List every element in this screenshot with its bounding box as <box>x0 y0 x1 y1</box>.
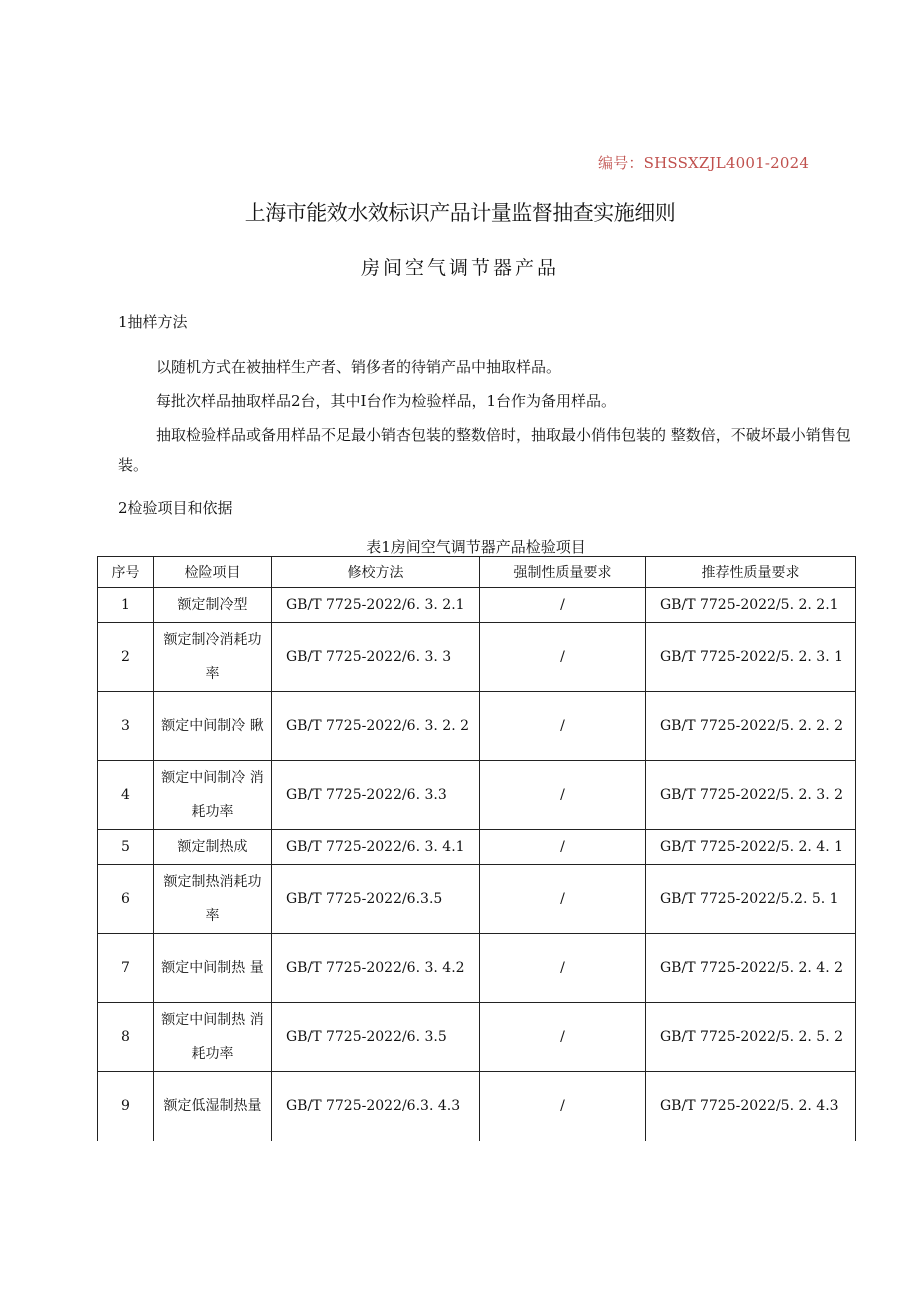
table-row <box>98 588 856 623</box>
column-header: 强制性质量要求 <box>480 557 646 588</box>
table-row <box>98 1072 856 1141</box>
row-number: 2 <box>98 623 154 692</box>
column-header: 修校方法 <box>272 557 480 588</box>
recommended-requirement: GB/T 7725-2022/5.2. 5. 1 <box>646 865 856 934</box>
table-row <box>98 692 856 761</box>
inspection-items-table <box>97 556 856 1141</box>
recommended-requirement: GB/T 7725-2022/5. 2. 4.3 <box>646 1072 856 1141</box>
row-number: 9 <box>98 1072 154 1141</box>
recommended-requirement: GB/T 7725-2022/5. 2. 4. 1 <box>646 830 856 865</box>
inspection-item: 额定低湿制热量 <box>154 1072 272 1141</box>
mandatory-requirement: / <box>480 761 646 830</box>
test-method: GB/T 7725-2022/6. 3. 4.1 <box>272 830 480 865</box>
recommended-requirement: GB/T 7725-2022/5. 2. 5. 2 <box>646 1003 856 1072</box>
mandatory-requirement: / <box>480 934 646 1003</box>
test-method: GB/T 7725-2022/6.3.5 <box>272 865 480 934</box>
test-method: GB/T 7725-2022/6. 3. 2. 2 <box>272 692 480 761</box>
inspection-item: 额定中间制热 量 <box>154 934 272 1003</box>
table-row <box>98 934 856 1003</box>
document-subtitle: 房间空气调节器产品 <box>360 257 559 279</box>
mandatory-requirement: / <box>480 1072 646 1141</box>
row-number: 7 <box>98 934 154 1003</box>
inspection-item: 额定中间制热 消耗功率 <box>154 1003 272 1072</box>
paragraph-3: 抽取检验样品或备用样品不足最小销杏包装的整数倍时，抽取最小俏伟包装的 整数倍，不破坏最小销售包装。 <box>118 426 851 474</box>
table-row <box>98 865 856 934</box>
row-number: 5 <box>98 830 154 865</box>
test-method: GB/T 7725-2022/6. 3.3 <box>272 761 480 830</box>
inspection-item: 额定中间制冷 瞅 <box>154 692 272 761</box>
mandatory-requirement: / <box>480 692 646 761</box>
column-header: 检险项目 <box>154 557 272 588</box>
recommended-requirement: GB/T 7725-2022/5. 2. 2.1 <box>646 588 856 623</box>
section-1-heading: 1抽样方法 <box>118 313 188 331</box>
inspection-item: 额定制冷消耗功率 <box>154 623 272 692</box>
recommended-requirement: GB/T 7725-2022/5. 2. 3. 2 <box>646 761 856 830</box>
test-method: GB/T 7725-2022/6. 3.5 <box>272 1003 480 1072</box>
table-caption: 表1房间空气调节器产品检验项目 <box>366 538 586 556</box>
row-number: 1 <box>98 588 154 623</box>
inspection-item: 额定中间制冷 消耗功率 <box>154 761 272 830</box>
paragraph-1: 以随机方式在被抽样生产者、销侈者的待销产品中抽取样品。 <box>156 358 562 376</box>
recommended-requirement: GB/T 7725-2022/5. 2. 2. 2 <box>646 692 856 761</box>
mandatory-requirement: / <box>480 588 646 623</box>
table-row <box>98 761 856 830</box>
mandatory-requirement: / <box>480 623 646 692</box>
column-header: 序号 <box>98 557 154 588</box>
test-method: GB/T 7725-2022/6. 3. 2.1 <box>272 588 480 623</box>
table-header-row <box>98 557 856 588</box>
column-header: 推荐性质量要求 <box>646 557 856 588</box>
recommended-requirement: GB/T 7725-2022/5. 2. 3. 1 <box>646 623 856 692</box>
row-number: 8 <box>98 1003 154 1072</box>
paragraph-2: 每批次样品抽取样品2台，其中I台作为检验样品，1台作为备用样品。 <box>156 392 617 410</box>
row-number: 4 <box>98 761 154 830</box>
mandatory-requirement: / <box>480 830 646 865</box>
document-title: 上海市能效水效标识产品计量监督抽查实施细则 <box>244 201 676 225</box>
recommended-requirement: GB/T 7725-2022/5. 2. 4. 2 <box>646 934 856 1003</box>
section-2-heading: 2检验项目和依据 <box>118 499 233 517</box>
document-number: 编号：SHSSXZJL4001-2024 <box>598 154 810 172</box>
test-method: GB/T 7725-2022/6.3. 4.3 <box>272 1072 480 1141</box>
table-row <box>98 623 856 692</box>
inspection-item: 额定制热成 <box>154 830 272 865</box>
table-row <box>98 830 856 865</box>
table-row <box>98 1003 856 1072</box>
test-method: GB/T 7725-2022/6. 3. 4.2 <box>272 934 480 1003</box>
inspection-item: 额定制冷型 <box>154 588 272 623</box>
test-method: GB/T 7725-2022/6. 3. 3 <box>272 623 480 692</box>
row-number: 3 <box>98 692 154 761</box>
row-number: 6 <box>98 865 154 934</box>
mandatory-requirement: / <box>480 865 646 934</box>
inspection-item: 额定制热消耗功率 <box>154 865 272 934</box>
mandatory-requirement: / <box>480 1003 646 1072</box>
